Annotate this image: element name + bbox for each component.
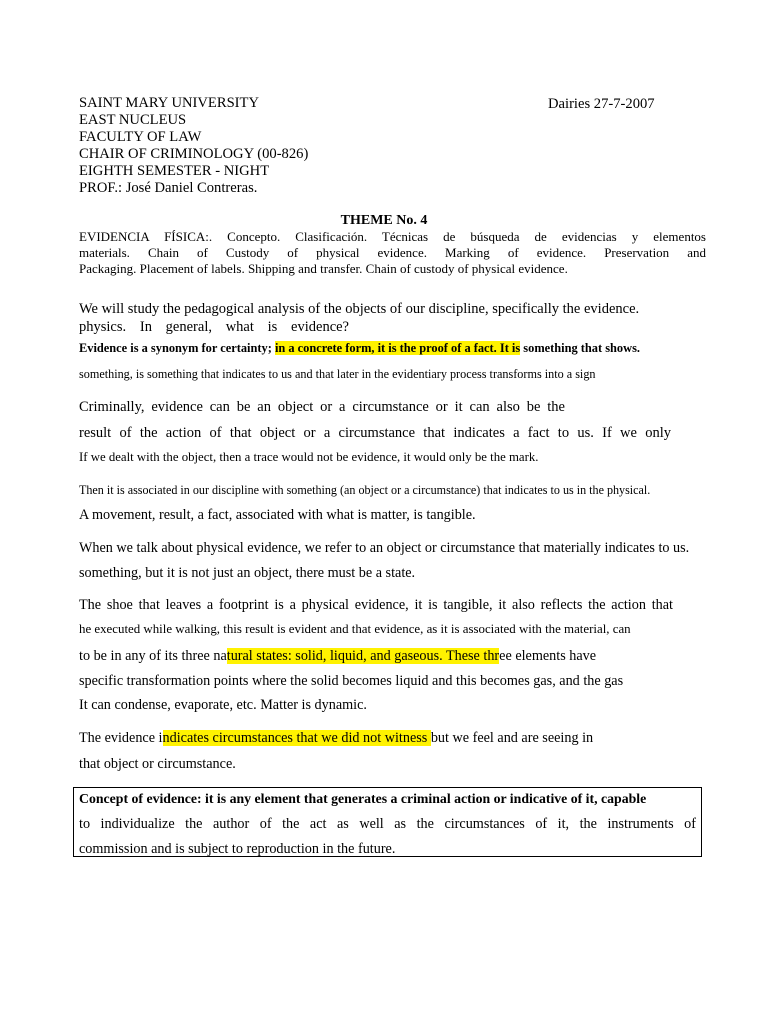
p7-text-b: but we feel and are seeing in (430, 730, 594, 746)
p2-text-b: something that shows. (520, 341, 640, 355)
highlight-p2: in a concrete form, it is the proof of a fact. It is (274, 341, 521, 355)
paragraph-6-line-1: The shoe that leaves a footprint is a physical evidence, it is tangible, it also reflects the action that (79, 597, 673, 613)
paragraph-3-line-3: If we dealt with the object, then a trace would not be evidence, it would only be the mark. (79, 450, 539, 464)
paragraph-1-line-1: We will study the pedagogical analysis of the objects of our discipline, specifically the evidence. (79, 301, 640, 317)
paragraph-2-line-1 (79, 342, 706, 354)
concept-line-1: Concept of evidence: it is any element that generates a criminal action or indicative of it, capable (79, 791, 647, 806)
university-name: SAINT MARY UNIVERSITY (79, 95, 259, 111)
theme-line-1: EVIDENCIA FÍSICA:. Concepto. Clasificación. Técnicas de búsqueda de evidencias y elementos (79, 229, 706, 244)
theme-line-2: materials. Chain of Custody of physical evidence. Marking of evidence. Preservation and (79, 245, 706, 260)
paragraph-3-line-1: Criminally, evidence can be an object or a circumstance or it can also be the (79, 399, 565, 415)
chair: CHAIR OF CRIMINOLOGY (00-826) (79, 146, 309, 162)
concept-line-3: commission and is subject to reproduction in the future. (79, 841, 396, 857)
paragraph-7-line-2: that object or circumstance. (79, 756, 236, 772)
paragraph-7-line-1 (79, 731, 706, 745)
theme-line-3: Packaging. Placement of labels. Shipping and transfer. Chain of custody of physical evidence. (79, 261, 568, 276)
paragraph-5-line-1: When we talk about physical evidence, we refer to an object or circumstance that materially indicates to us. (79, 540, 690, 556)
p7-text-a: The evidence i (79, 730, 163, 746)
paragraph-4-line-2: A movement, result, a fact, associated with what is matter, is tangible. (79, 507, 476, 523)
p2-text-a: Evidence is a synonym for certainty; (79, 341, 275, 355)
nucleus: EAST NUCLEUS (79, 112, 187, 128)
paragraph-6-line-5: It can condense, evaporate, etc. Matter is dynamic. (79, 697, 367, 713)
paragraph-6-line-3 (79, 649, 706, 663)
document-date: Dairies 27-7-2007 (548, 96, 655, 112)
paragraph-1-line-2: physics. In general, what is evidence? (79, 319, 349, 335)
paragraph-3-line-2: result of the action of that object or a circumstance that indicates a fact to us. If we only (79, 425, 671, 441)
paragraph-4-line-1: Then it is associated in our discipline with something (an object or a circumstance) that indicates to us in the physical. (79, 483, 651, 497)
p6-text-a: to be in any of its three na (79, 648, 227, 664)
paragraph-6-line-2: he executed while walking, this result is evident and that evidence, as it is associated with the material, can (79, 622, 631, 636)
semester: EIGHTH SEMESTER - NIGHT (79, 163, 270, 179)
concept-line-2: to individualize the author of the act as well as the circumstances of it, the instruments of (79, 816, 696, 832)
paragraph-2-line-2: something, is something that indicates to us and that later in the evidentiary process transforms into a sign (79, 367, 596, 381)
paragraph-5-line-2: something, but it is not just an object, there must be a state. (79, 565, 416, 581)
faculty: FACULTY OF LAW (79, 129, 202, 145)
p6-text-b: ee elements have (499, 648, 597, 664)
professor: PROF.: José Daniel Contreras. (79, 180, 258, 196)
paragraph-6-line-4: specific transformation points where the solid becomes liquid and this becomes gas, and the gas (79, 673, 624, 689)
theme-title: THEME No. 4 (340, 213, 428, 228)
highlight-p6: tural states: solid, liquid, and gaseous. These thr (226, 648, 500, 664)
highlight-p7: ndicates circumstances that we did not witness (162, 730, 431, 746)
